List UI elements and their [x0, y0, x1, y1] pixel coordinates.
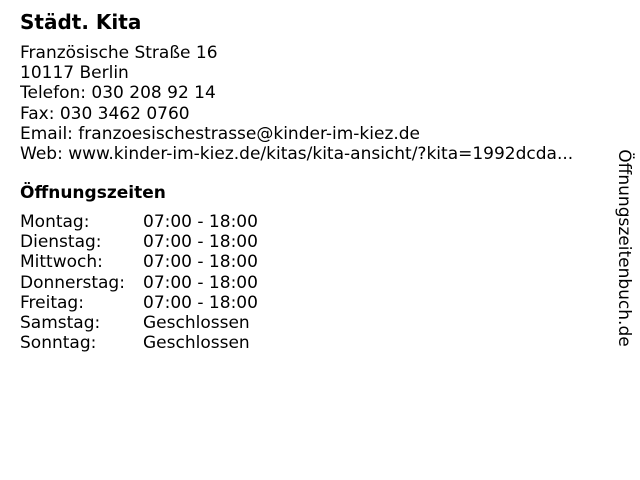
street-address: Französische Straße 16	[20, 43, 218, 63]
day-label: Sonntag:	[20, 333, 97, 354]
hours-value: 07:00 - 18:00	[143, 272, 258, 293]
day-label: Freitag:	[20, 292, 84, 313]
opening-hours-heading: Öffnungszeiten	[20, 183, 166, 203]
site-watermark: Öffnungszeitenbuch.de	[614, 149, 634, 347]
day-label: Samstag:	[20, 312, 101, 333]
day-label: Donnerstag:	[20, 272, 125, 293]
hours-value: 07:00 - 18:00	[143, 232, 258, 253]
postal-city: 10117 Berlin	[20, 63, 129, 84]
fax-number: Fax: 030 3462 0760	[20, 103, 190, 124]
hours-value: Geschlossen	[143, 333, 250, 354]
hours-value: 07:00 - 18:00	[143, 252, 258, 273]
page-title: Städt. Kita	[20, 10, 142, 34]
email-address: Email: franzoesischestrasse@kinder-im-kiez.de	[20, 123, 421, 144]
hours-value: Geschlossen	[143, 312, 250, 333]
day-label: Montag:	[20, 212, 90, 232]
website-url: Web: www.kinder-im-kiez.de/kitas/kita-ansicht/?kita=1992dcda...	[20, 144, 574, 165]
phone-number: Telefon: 030 208 92 14	[20, 83, 216, 104]
contact-info	[20, 43, 610, 164]
hours-value: 07:00 - 18:00	[143, 212, 258, 232]
hours-value: 07:00 - 18:00	[143, 292, 258, 313]
day-label: Mittwoch:	[20, 252, 103, 273]
day-label: Dienstag:	[20, 232, 102, 253]
